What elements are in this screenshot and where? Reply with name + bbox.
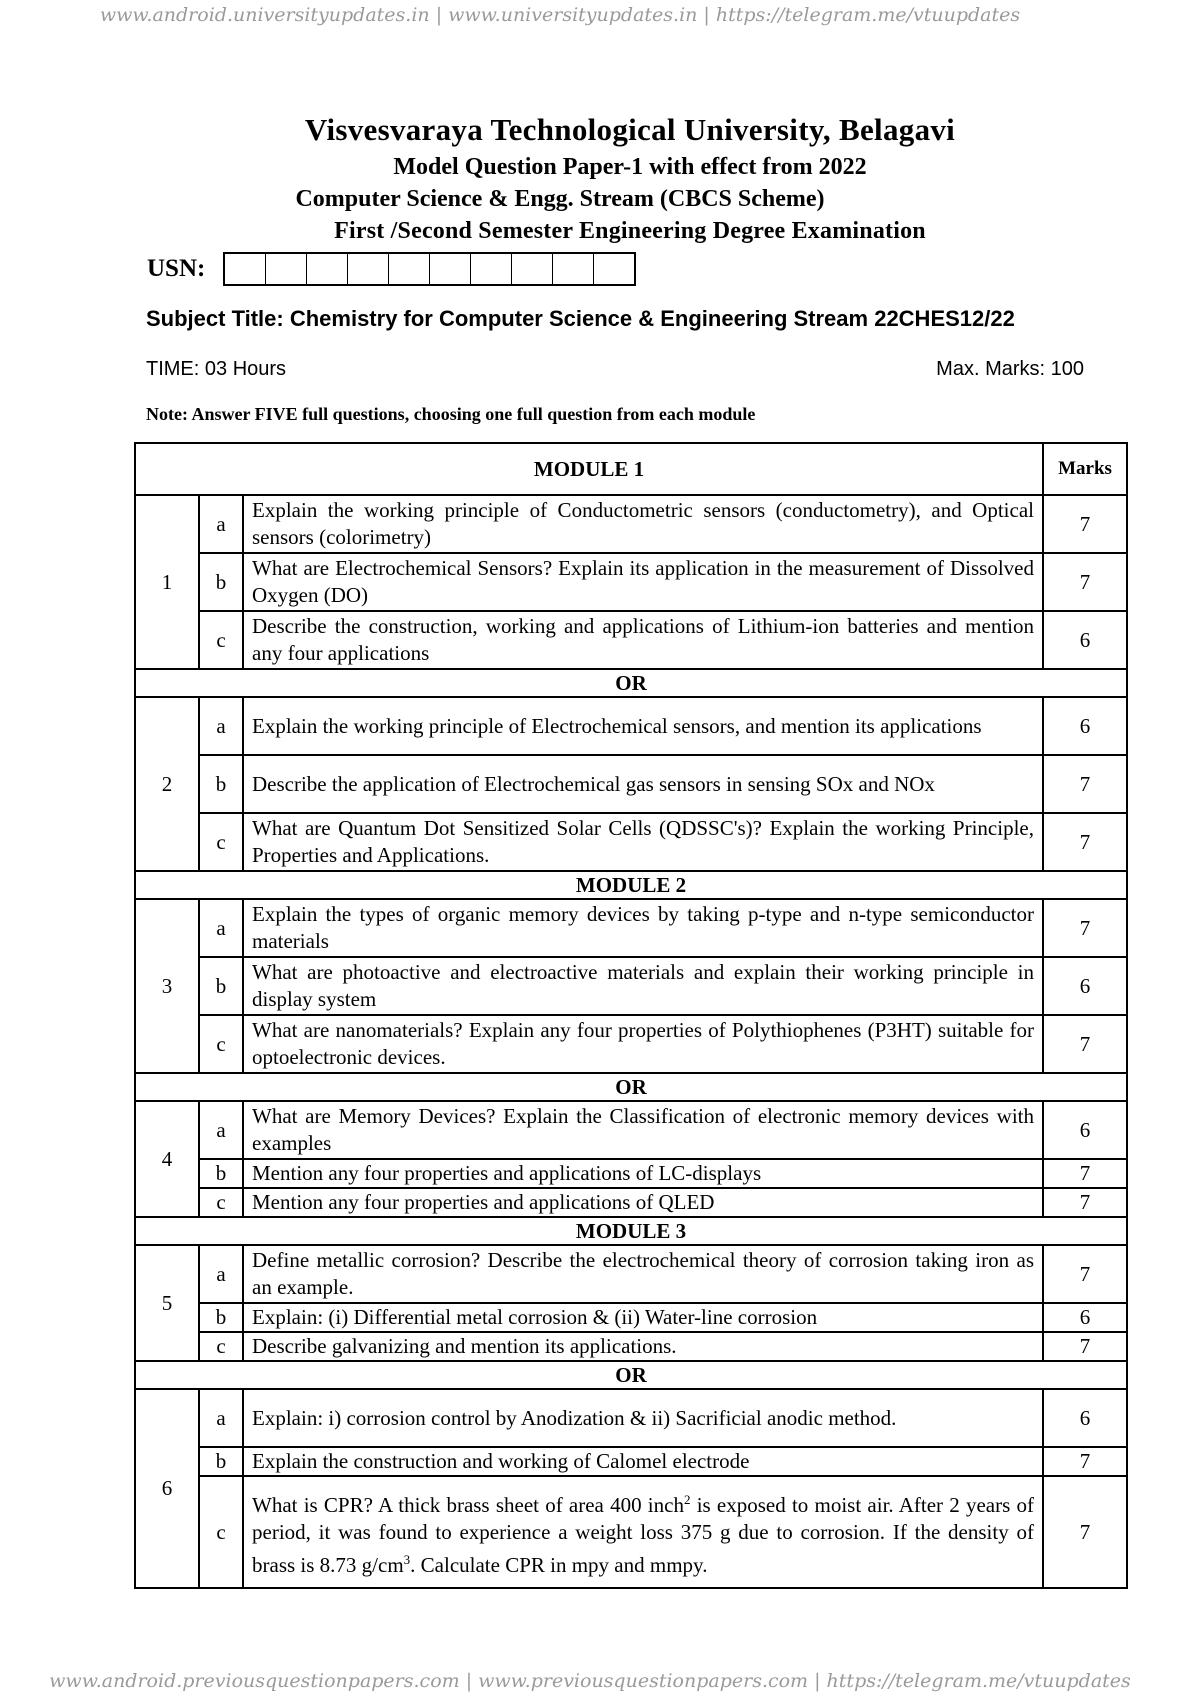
usn-box xyxy=(225,254,266,284)
usn-row xyxy=(147,252,636,286)
table-row xyxy=(135,611,1127,669)
university-title: Visvesvaraya Technological University, Belagavi xyxy=(304,112,956,147)
usn-label: USN: xyxy=(147,255,206,282)
marks-value: 6 xyxy=(1043,1389,1127,1447)
question-text: What are Quantum Dot Sensitized Solar Cells (QDSSC's)? Explain the working Principle, Properties and Applications. xyxy=(243,813,1043,871)
marks-value: 7 xyxy=(1043,1332,1127,1361)
top-watermark: www.android.universityupdates.in | www.universityupdates.in | https://telegram.me/vtuupdates xyxy=(99,4,1021,26)
marks-value: 7 xyxy=(1043,813,1127,871)
usn-box xyxy=(389,254,430,284)
table-row xyxy=(135,1101,1127,1159)
part-label: a xyxy=(199,697,243,755)
table-row xyxy=(135,1332,1127,1361)
question-text: What are nanomaterials? Explain any four properties of Polythiophenes (P3HT) suitable for optoelectronic devices. xyxy=(243,1015,1043,1073)
table-row xyxy=(135,1245,1127,1303)
part-label: b xyxy=(199,1303,243,1332)
usn-box xyxy=(266,254,307,284)
marks-value: 6 xyxy=(1043,957,1127,1015)
table-row xyxy=(135,813,1127,871)
subject-title: Subject Title: Chemistry for Computer Science & Engineering Stream 22CHES12/22 xyxy=(146,306,1015,331)
question-text: Explain the working principle of Conductometric sensors (conductometry), and Optical sensors (colorimetry) xyxy=(243,495,1043,553)
table-row xyxy=(135,1389,1127,1447)
question-text: What are photoactive and electroactive materials and explain their working principle in display system xyxy=(243,957,1043,1015)
stream-title: Computer Science & Engg. Stream (CBCS Scheme) xyxy=(295,186,825,212)
part-label: a xyxy=(199,1245,243,1303)
question-number: 5 xyxy=(135,1245,199,1361)
marks-value: 7 xyxy=(1043,1159,1127,1188)
part-label: c xyxy=(199,813,243,871)
table-row xyxy=(135,1159,1127,1188)
part-label: b xyxy=(199,1159,243,1188)
table-row xyxy=(135,957,1127,1015)
usn-box xyxy=(348,254,389,284)
question-number: 3 xyxy=(135,899,199,1073)
or-separator: OR xyxy=(135,1361,1127,1389)
question-text: Explain the construction and working of Calomel electrode xyxy=(243,1447,1043,1476)
module-header-row xyxy=(135,443,1127,495)
marks-value: 7 xyxy=(1043,1447,1127,1476)
marks-value: 7 xyxy=(1043,1245,1127,1303)
question-text-part: is exposed to moist air. After 2 years of period, it was found to experience a weight loss 375 g due to corrosion. If the density of brass is 8.73 g/cm xyxy=(252,1492,1034,1577)
question-text: Explain the types of organic memory devices by taking p-type and n-type semiconductor materials xyxy=(243,899,1043,957)
question-text-part: What is CPR? A thick brass sheet of area 400 inch xyxy=(252,1492,684,1517)
table-row xyxy=(135,495,1127,553)
question-number: 6 xyxy=(135,1389,199,1588)
marks-value: 7 xyxy=(1043,1188,1127,1217)
table-row xyxy=(135,1303,1127,1332)
question-text: Explain: (i) Differential metal corrosion & (ii) Water-line corrosion xyxy=(243,1303,1043,1332)
table-row xyxy=(135,553,1127,611)
module-3-heading: MODULE 3 xyxy=(135,1217,1127,1245)
part-label: a xyxy=(199,1101,243,1159)
max-marks-label: Max. Marks: 100 xyxy=(936,358,1084,380)
table-row xyxy=(135,1015,1127,1073)
part-label: a xyxy=(199,1389,243,1447)
marks-value: 7 xyxy=(1043,899,1127,957)
question-number: 4 xyxy=(135,1101,199,1217)
time-label: TIME: 03 Hours xyxy=(146,358,287,380)
marks-value: 6 xyxy=(1043,697,1127,755)
table-row xyxy=(135,755,1127,813)
module-2-heading: MODULE 2 xyxy=(135,871,1127,899)
usn-box xyxy=(553,254,594,284)
question-text: Describe the application of Electrochemical gas sensors in sensing SOx and NOx xyxy=(243,755,1043,813)
question-text: Describe the construction, working and applications of Lithium-ion batteries and mention any four applications xyxy=(243,611,1043,669)
part-label: b xyxy=(199,1447,243,1476)
part-label: b xyxy=(199,553,243,611)
marks-value: 6 xyxy=(1043,1303,1127,1332)
question-text: Explain the working principle of Electrochemical sensors, and mention its applications xyxy=(243,697,1043,755)
part-label: a xyxy=(199,495,243,553)
or-row xyxy=(135,1361,1127,1389)
question-text: What are Memory Devices? Explain the Classification of electronic memory devices with examples xyxy=(243,1101,1043,1159)
usn-box xyxy=(307,254,348,284)
usn-box xyxy=(594,254,634,284)
superscript: 3 xyxy=(403,1551,411,1567)
part-label: a xyxy=(199,899,243,957)
instructions-note: Note: Answer FIVE full questions, choosing one full question from each module xyxy=(146,404,756,424)
marks-value: 6 xyxy=(1043,1101,1127,1159)
module-row xyxy=(135,1217,1127,1245)
part-label: c xyxy=(199,1476,243,1588)
table-row xyxy=(135,1476,1127,1588)
marks-value: 7 xyxy=(1043,755,1127,813)
question-text: Mention any four properties and applications of LC-displays xyxy=(243,1159,1043,1188)
marks-value: 7 xyxy=(1043,1476,1127,1588)
question-text: Mention any four properties and applications of QLED xyxy=(243,1188,1043,1217)
table-row xyxy=(135,899,1127,957)
marks-value: 6 xyxy=(1043,611,1127,669)
question-text: What are Electrochemical Sensors? Explain its application in the measurement of Dissolved Oxygen (DO) xyxy=(243,553,1043,611)
table-row xyxy=(135,1188,1127,1217)
superscript: 2 xyxy=(683,1491,691,1507)
table-row xyxy=(135,697,1127,755)
or-separator: OR xyxy=(135,669,1127,697)
marks-value: 7 xyxy=(1043,495,1127,553)
part-label: c xyxy=(199,611,243,669)
bottom-watermark: www.android.previousquestionpapers.com | www.previousquestionpapers.com | https://telegram.me/vtuupdates xyxy=(49,1670,1131,1692)
question-table xyxy=(134,442,1128,1589)
module-row xyxy=(135,871,1127,899)
exam-title: First /Second Semester Engineering Degree Examination xyxy=(334,218,926,244)
question-text-part: . Calculate CPR in mpy and mmpy. xyxy=(410,1552,708,1577)
or-row xyxy=(135,1073,1127,1101)
question-text xyxy=(243,1476,1043,1588)
usn-box xyxy=(512,254,553,284)
usn-boxes xyxy=(223,252,636,286)
usn-box xyxy=(471,254,512,284)
or-separator: OR xyxy=(135,1073,1127,1101)
or-row xyxy=(135,669,1127,697)
part-label: c xyxy=(199,1332,243,1361)
part-label: b xyxy=(199,957,243,1015)
question-text: Define metallic corrosion? Describe the electrochemical theory of corrosion taking iron as an example. xyxy=(243,1245,1043,1303)
paper-title: Model Question Paper-1 with effect from 2022 xyxy=(393,154,867,180)
part-label: b xyxy=(199,755,243,813)
question-number: 2 xyxy=(135,697,199,871)
part-label: c xyxy=(199,1015,243,1073)
marks-value: 7 xyxy=(1043,1015,1127,1073)
question-number: 1 xyxy=(135,495,199,669)
part-label: c xyxy=(199,1188,243,1217)
usn-box xyxy=(430,254,471,284)
question-text: Explain: i) corrosion control by Anodization & ii) Sacrificial anodic method. xyxy=(243,1389,1043,1447)
module-1-heading: MODULE 1 xyxy=(135,443,1043,495)
marks-header: Marks xyxy=(1043,443,1127,495)
table-row xyxy=(135,1447,1127,1476)
question-text: Describe galvanizing and mention its applications. xyxy=(243,1332,1043,1361)
marks-value: 7 xyxy=(1043,553,1127,611)
